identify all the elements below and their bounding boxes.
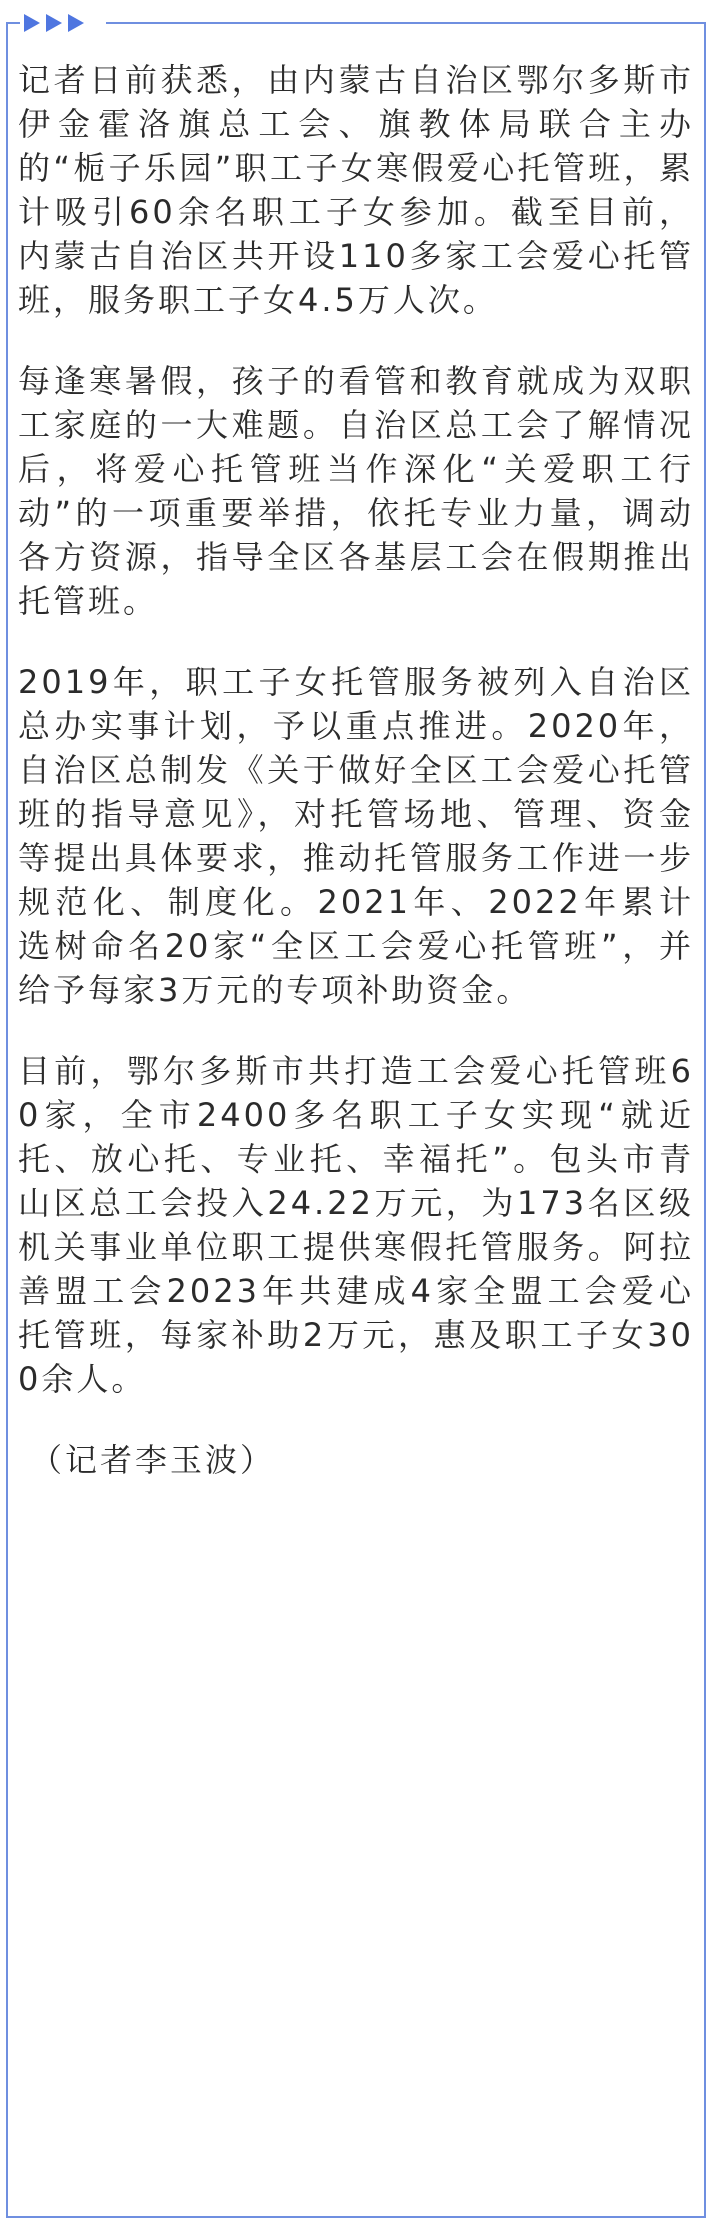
header-arrows xyxy=(24,13,84,33)
frame-top-stub xyxy=(6,22,20,24)
triangle-right-icon xyxy=(24,14,40,32)
article-paragraph: 2019年，职工子女托管服务被列入自治区总办实事计划，予以重点推进。2020年，自治区总制发《关于做好全区工会爱心托管班的指导意见》，对托管场地、管理、资金等提出具体要求，推动托管服务工作进一步规范化、制度化。2021年、2022年累计选树命名20家“全区工会爱心托管班”，并给予每家3万元的专项补助资金。 xyxy=(18,663,694,1009)
article-paragraph: 记者日前获悉，由内蒙古自治区鄂尔多斯市伊金霍洛旗总工会、旗教体局联合主办的“栀子乐园”职工子女寒假爱心托管班，累计吸引60余名职工子女参加。截至目前，内蒙古自治区共开设110多家工会爱心托管班，服务职工子女4.5万人次。 xyxy=(18,61,694,319)
article-paragraph: 每逢寒暑假，孩子的看管和教育就成为双职工家庭的一大难题。自治区总工会了解情况后，将爱心托管班当作深化“关爱职工行动”的一项重要举措，依托专业力量，调动各方资源，指导全区各基层工会在假期推出托管班。 xyxy=(18,362,694,620)
article-byline: （记者李玉波） xyxy=(30,1441,276,1479)
triangle-right-icon xyxy=(68,14,84,32)
article-paragraph: 目前，鄂尔多斯市共打造工会爱心托管班60家，全市2400多名职工子女实现“就近托、放心托、专业托、幸福托”。包头市青山区总工会投入24.22万元，为173名区级机关事业单位职工提供寒假托管服务。阿拉善盟工会2023年共建成4家全盟工会爱心托管班，每家补助2万元，惠及职工子女300余人。 xyxy=(18,1052,694,1398)
article-body xyxy=(18,58,694,1482)
frame-top-line xyxy=(106,22,706,24)
triangle-right-icon xyxy=(46,14,62,32)
